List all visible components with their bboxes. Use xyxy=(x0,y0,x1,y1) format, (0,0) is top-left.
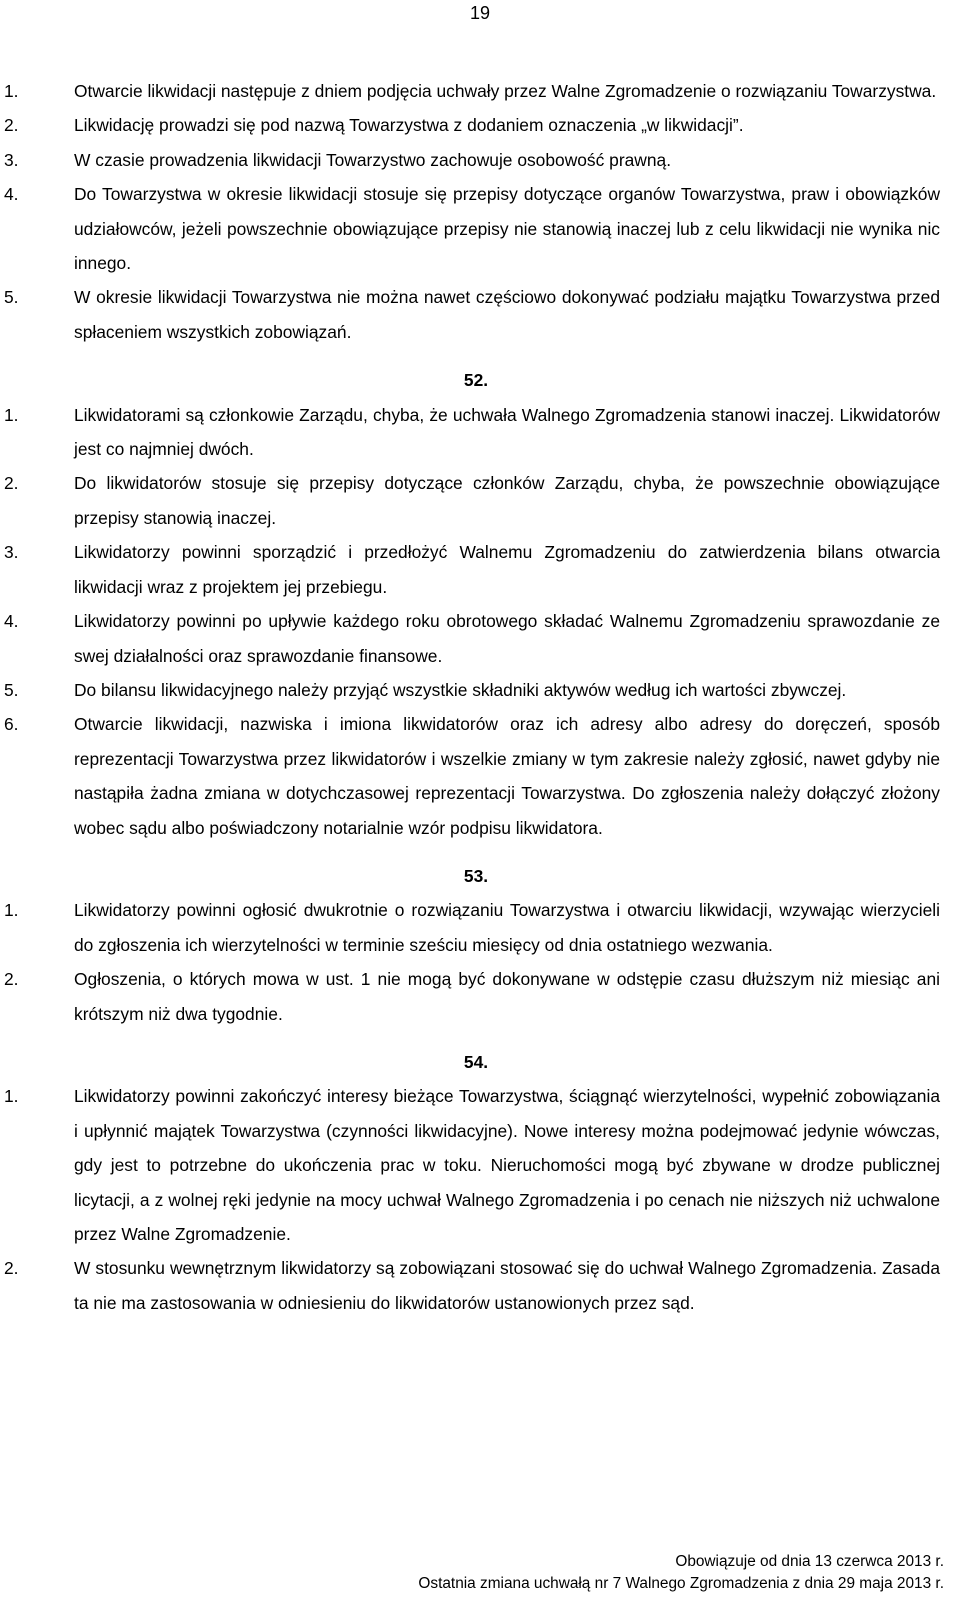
item-number: 6. xyxy=(4,714,19,735)
list-item xyxy=(4,707,940,845)
item-text: Otwarcie likwidacji, nazwiska i imiona likwidatorów oraz ich adresy albo adresy do doręczeń, sposób reprezentacji Towarzystwa przez likwidatorów i wszelkie zmiany w tym zakresie należy zgłosić, nawet gdyby nie nastąpiła żadna zmiana w dotychczasowej reprezentacji Towarzystwa. Do zgłoszenia należy dołączyć złożony wobec sądu albo poświadczony notarialnie wzór podpisu likwidatora. xyxy=(74,714,940,838)
list-item xyxy=(4,143,940,177)
item-number: 3. xyxy=(4,542,19,563)
item-text: Do likwidatorów stosuje się przepisy dotyczące członków Zarządu, chyba, że powszechnie obowiązujące przepisy stanowią inaczej. xyxy=(74,473,940,528)
list-item xyxy=(4,673,940,707)
item-number: 5. xyxy=(4,679,19,700)
section-list xyxy=(4,1079,940,1320)
page-footer xyxy=(418,1551,944,1595)
item-text: Likwidatorzy powinni sporządzić i przedłożyć Walnemu Zgromadzeniu do zatwierdzenia bilans otwarcia likwidacji wraz z projektem jej przebiegu. xyxy=(74,542,940,597)
item-text: Likwidatorzy powinni po upływie każdego roku obrotowego składać Walnemu Zgromadzeniu sprawozdanie ze swej działalności oraz sprawozdanie finansowe. xyxy=(74,611,940,666)
document-body xyxy=(4,74,940,1320)
section-list xyxy=(4,893,940,1031)
item-number: 1. xyxy=(4,404,19,425)
list-item xyxy=(4,604,940,673)
list-item xyxy=(4,74,940,108)
item-text: Likwidatorzy powinni ogłosić dwukrotnie o rozwiązaniu Towarzystwa i otwarciu likwidacji, wzywając wierzycieli do zgłoszenia ich wierzytelności w terminie sześciu miesięcy od dnia ostatniego wezwania. xyxy=(74,900,940,955)
list-item xyxy=(4,398,940,467)
list-item xyxy=(4,108,940,142)
item-number: 2. xyxy=(4,1258,19,1279)
item-text: Otwarcie likwidacji następuje z dniem podjęcia uchwały przez Walne Zgromadzenie o rozwiązaniu Towarzystwa. xyxy=(74,81,937,101)
item-number: 1. xyxy=(4,81,19,101)
item-text: W stosunku wewnętrznym likwidatorzy są zobowiązani stosować się do uchwał Walnego Zgromadzenia. Zasada ta nie ma zastosowania w odniesieniu do likwidatorów ustanowionych przez sąd. xyxy=(74,1258,940,1313)
list-item xyxy=(4,1079,940,1251)
footer-effective-date: Obowiązuje od dnia 13 czerwca 2013 r. xyxy=(675,1553,944,1570)
section-list xyxy=(4,398,940,845)
footer-last-amendment: Ostatnia zmiana uchwałą nr 7 Walnego Zgromadzenia z dnia 29 maja 2013 r. xyxy=(418,1575,944,1592)
section-heading: 54. xyxy=(463,1051,489,1072)
list-item xyxy=(4,1251,940,1320)
item-number: 3. xyxy=(4,149,19,170)
item-number: 4. xyxy=(4,611,19,632)
item-text: W czasie prowadzenia likwidacji Towarzystwo zachowuje osobowość prawną. xyxy=(74,149,672,170)
list-item xyxy=(4,466,940,535)
item-text: Ogłoszenia, o których mowa w ust. 1 nie mogą być dokonywane w odstępie czasu dłuższym niż miesiąc ani krótszym niż dwa tygodnie. xyxy=(74,969,940,1024)
item-number: 1. xyxy=(4,1086,19,1107)
item-text: Likwidację prowadzi się pod nazwą Towarzystwa z dodaniem oznaczenia „w likwidacji”. xyxy=(74,115,744,136)
item-number: 2. xyxy=(4,969,19,990)
item-text: Likwidatorzy powinni zakończyć interesy bieżące Towarzystwa, ściągnąć wierzytelności, wypełnić zobowiązania i upłynnić majątek Towarzystwa (czynności likwidacyjne). Nowe interesy można podejmować jedynie wówczas, gdy jest to potrzebne do ukończenia prac w toku. Nieruchomości mogą być zbywane w drodze publicznej licytacji, a z wolnej ręki jedynie na mocy uchwał Walnego Zgromadzenia i po cenach nie niższych niż uchwalone przez Walne Zgromadzenie. xyxy=(74,1086,940,1244)
item-text: Likwidatorami są członkowie Zarządu, chyba, że uchwała Walnego Zgromadzenia stanowi inaczej. Likwidatorów jest co najmniej dwóch. xyxy=(74,404,940,460)
page-number: 19 xyxy=(469,3,491,23)
item-text: Do bilansu likwidacyjnego należy przyjąć wszystkie składniki aktywów według ich wartości zbywczej. xyxy=(74,679,847,700)
item-number: 5. xyxy=(4,287,19,308)
item-number: 4. xyxy=(4,184,19,205)
intro-list xyxy=(4,74,940,349)
list-item xyxy=(4,535,940,604)
list-item xyxy=(4,893,940,962)
list-item xyxy=(4,280,940,349)
item-text: Do Towarzystwa w okresie likwidacji stosuje się przepisy dotyczące organów Towarzystwa, praw i obowiązków udziałowców, jeżeli powszechnie obowiązujące przepisy nie stanowią inaczej lub z celu likwidacji nie wynika nic innego. xyxy=(74,184,940,274)
list-item xyxy=(4,177,940,280)
item-number: 2. xyxy=(4,115,19,136)
section-heading: 52. xyxy=(463,370,489,391)
item-number: 1. xyxy=(4,900,19,921)
item-number: 2. xyxy=(4,473,19,494)
item-text: W okresie likwidacji Towarzystwa nie można nawet częściowo dokonywać podziału majątku Towarzystwa przed spłaceniem wszystkich zobowiązań. xyxy=(74,287,940,342)
list-item xyxy=(4,962,940,1031)
section-heading: 53. xyxy=(463,865,489,886)
